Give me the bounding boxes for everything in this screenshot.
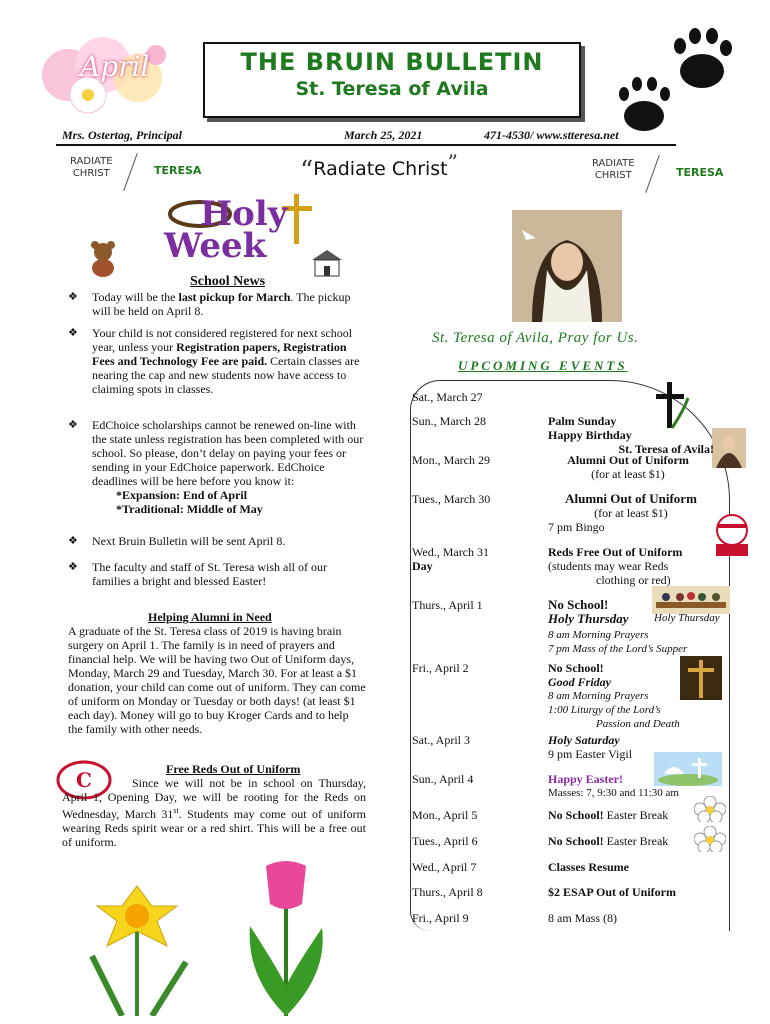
radiate-logo-text xyxy=(70,156,113,180)
masthead xyxy=(203,42,581,118)
bullet-pre: EdChoice scholarships cannot be renewed on-line with the state unless registration has been completed with our school. So please, don’t delay on paying your fees or sending in your EdChoice paperwork. EdChoice deadlines will be here before you know it: xyxy=(92,418,364,488)
bullet-diamond-icon: ❖ xyxy=(68,535,78,547)
logo-slash xyxy=(645,155,660,193)
bullet-diamond-icon: ❖ xyxy=(68,291,78,303)
event-line: 7 pm Mass of the Lord’s Supper xyxy=(548,643,688,655)
bullet-diamond-icon: ❖ xyxy=(68,419,78,431)
event-line: 9 pm Easter Vigil xyxy=(548,747,633,761)
flower-outline-icon xyxy=(694,826,726,852)
event-line: St. Teresa of Avila! xyxy=(618,442,714,456)
event-date: Sun., April 4 xyxy=(412,772,474,786)
teresa-caption: St. Teresa of Avila, Pray for Us. xyxy=(432,330,639,346)
holy-word: Holy xyxy=(200,194,288,234)
event-desc: 8 am Mass (8) xyxy=(548,911,617,925)
deadline-traditional: *Traditional: Middle of May xyxy=(116,502,263,516)
event-desc xyxy=(548,545,708,587)
event-line: 1:00 Liturgy of the Lord’s xyxy=(548,704,661,716)
school-news-title: School News xyxy=(190,274,266,289)
event-date-line: Wed., March 31 xyxy=(412,545,490,559)
svg-text:C: C xyxy=(76,768,92,792)
school-house-icon xyxy=(310,248,344,278)
event-date: Thurs., April 8 xyxy=(412,885,483,899)
news-bullet-2 xyxy=(68,326,368,396)
tulip-icon xyxy=(236,856,336,1016)
reds-body xyxy=(62,776,366,849)
event-date: Sat., April 3 xyxy=(412,733,471,747)
event-date: Fri., April 9 xyxy=(412,911,469,925)
event-desc xyxy=(548,772,718,800)
bullet-text xyxy=(92,418,368,488)
news-bullet-4 xyxy=(68,534,368,548)
april-badge xyxy=(28,30,178,120)
event-line: 7 pm Bingo xyxy=(548,520,605,534)
april-label: April xyxy=(80,50,150,83)
event-date: Mon., April 5 xyxy=(412,808,478,822)
event-line: No School! xyxy=(548,661,604,675)
event-desc xyxy=(548,834,698,848)
radiate-logo-text xyxy=(592,158,635,182)
reds-body-2: . Students may come out of uniform wearing Reds spirit wear or a red shirt. This will be a free out of uniform. xyxy=(62,807,366,849)
event-date: Tues., April 6 xyxy=(412,834,478,848)
reds-body-1: Since we will not be in school on Thursday, April 1, Opening Day, we will be rooting for the Reds on Wednesday, March 31 xyxy=(62,776,366,821)
event-desc xyxy=(548,414,714,456)
daffodil-icon xyxy=(82,866,192,1016)
bullet-bold: last pickup for March xyxy=(178,290,291,304)
event-line: Happy Easter! xyxy=(548,772,623,786)
contact-info: 471-4530/ www.stteresa.net xyxy=(484,128,619,142)
event-date: Sat., March 27 xyxy=(412,390,483,404)
event-line: Alumni Out of Uniform xyxy=(565,491,697,506)
bullet-text xyxy=(92,290,368,318)
theme-slogan xyxy=(300,150,458,186)
event-date xyxy=(412,545,489,573)
event-line: Palm Sunday xyxy=(548,414,617,428)
event-date: Tues., March 30 xyxy=(412,492,491,506)
bullet-diamond-icon: ❖ xyxy=(68,327,78,339)
event-line: Alumni Out of Uniform xyxy=(567,453,689,467)
reds-sup: st xyxy=(173,806,179,815)
bullet-text xyxy=(92,326,368,396)
event-desc xyxy=(548,598,728,656)
bullet-diamond-icon: ❖ xyxy=(68,561,78,573)
event-desc xyxy=(548,492,714,534)
event-line: (students may wear Reds xyxy=(548,559,669,573)
bullet-post: Certain classes are nearing the cap and new students now have access to claiming spots in classes. xyxy=(92,354,360,396)
event-line: 8 am Morning Prayers xyxy=(548,629,649,641)
event-desc xyxy=(548,453,708,481)
event-line: Good Friday xyxy=(548,675,611,689)
event-line: Happy Birthday xyxy=(548,428,632,442)
school-logo-text: TERESA xyxy=(154,164,202,177)
event-line: clothing or red) xyxy=(596,573,671,587)
event-line: Holy Thursday xyxy=(548,611,629,626)
alumni-title: Helping Alumni in Need xyxy=(148,610,272,624)
event-desc xyxy=(548,733,708,761)
bulletin-title: THE BRUIN BULLETIN xyxy=(240,48,544,76)
logo-slash xyxy=(123,153,138,191)
event-desc xyxy=(548,808,698,822)
st-teresa-portrait xyxy=(512,210,622,322)
event-date: Sun., March 28 xyxy=(412,414,486,428)
event-date: Mon., March 29 xyxy=(412,453,490,467)
event-line: Reds Free Out of Uniform xyxy=(548,545,683,559)
event-line: (for at least $1) xyxy=(591,467,665,481)
event-line: Easter Break xyxy=(603,834,669,848)
bullet-post: . The pickup will be held on April 8. xyxy=(92,290,351,318)
open-quote: “ xyxy=(300,156,314,186)
event-line: Passion and Death xyxy=(596,718,680,730)
event-date: Wed., April 7 xyxy=(412,860,477,874)
alumni-body: A graduate of the St. Teresa class of 2019 is having brain surgery on April 1. The family is in need of prayers and financial help. We will be having two Out of Uniform days, Monday, March 29 and Tuesday, March 30. For at least a $1 donation, your child can come out of uniform. They can come of uniform on Monday or Tuesday or both days! (at least $1 each day). Money will go to buy Kroger Cards and to help the family with other needs. xyxy=(68,624,366,736)
bear-icon xyxy=(86,240,120,278)
holy-thursday-art-label: Holy Thursday xyxy=(654,612,720,624)
deadline-expansion: *Expansion: End of April xyxy=(116,488,248,502)
event-line: No School! xyxy=(548,808,604,822)
bullet-bold: Registration papers, Registration Fees and Technology Fee are paid. xyxy=(92,340,347,368)
news-bullet-1 xyxy=(68,290,368,318)
saint-image-icon xyxy=(712,428,746,468)
principal-name: Mrs. Ostertag, Principal xyxy=(62,128,183,142)
event-line: (for at least $1) xyxy=(594,506,668,520)
event-line: No School! xyxy=(548,834,604,848)
event-date-line: Day xyxy=(412,559,433,573)
bullet-pre: Your child is not considered registered for next school year, unless your xyxy=(92,326,353,354)
radiate-christ-logo-right xyxy=(584,152,734,196)
event-line: Masses: 7, 9:30 and 11:30 am xyxy=(548,787,679,799)
radiate-word: RADIATE xyxy=(592,158,635,169)
event-date: Thurs., April 1 xyxy=(412,598,483,612)
close-quote: ” xyxy=(447,150,458,174)
event-line: 8 am Morning Prayers xyxy=(548,690,649,702)
event-line: Easter Break xyxy=(603,808,669,822)
news-bullet-5 xyxy=(68,560,368,588)
bullet-pre: Today will be the xyxy=(92,290,179,304)
news-bullet-3 xyxy=(68,418,368,516)
radiate-word: RADIATE xyxy=(70,156,113,167)
christ-word: CHRIST xyxy=(594,170,632,181)
event-desc xyxy=(548,661,708,731)
theme-text: Radiate Christ xyxy=(313,158,448,180)
bulletin-date: March 25, 2021 xyxy=(344,128,423,142)
event-line: No School! xyxy=(548,597,609,612)
event-line: Holy Saturday xyxy=(548,733,620,747)
school-name: St. Teresa of Avila xyxy=(295,78,489,100)
event-desc: Classes Resume xyxy=(548,860,629,874)
christ-word: CHRIST xyxy=(72,168,110,179)
event-desc: $2 ESAP Out of Uniform xyxy=(548,885,677,899)
upcoming-events-title: UPCOMING EVENTS xyxy=(458,358,628,373)
event-date: Fri., April 2 xyxy=(412,661,469,675)
reds-title: Free Reds Out of Uniform xyxy=(166,762,301,776)
radiate-christ-logo-left xyxy=(62,150,212,194)
holy-week-graphic xyxy=(160,192,320,272)
paw-print-icon xyxy=(610,26,750,136)
week-word: Week xyxy=(164,226,267,266)
header-divider xyxy=(56,144,676,146)
bullet-text: Next Bruin Bulletin will be sent April 8. xyxy=(92,534,286,548)
bullet-text: The faculty and staff of St. Teresa wish all of our families a bright and blessed Easter! xyxy=(92,560,327,588)
school-logo-text: TERESA xyxy=(676,166,724,179)
